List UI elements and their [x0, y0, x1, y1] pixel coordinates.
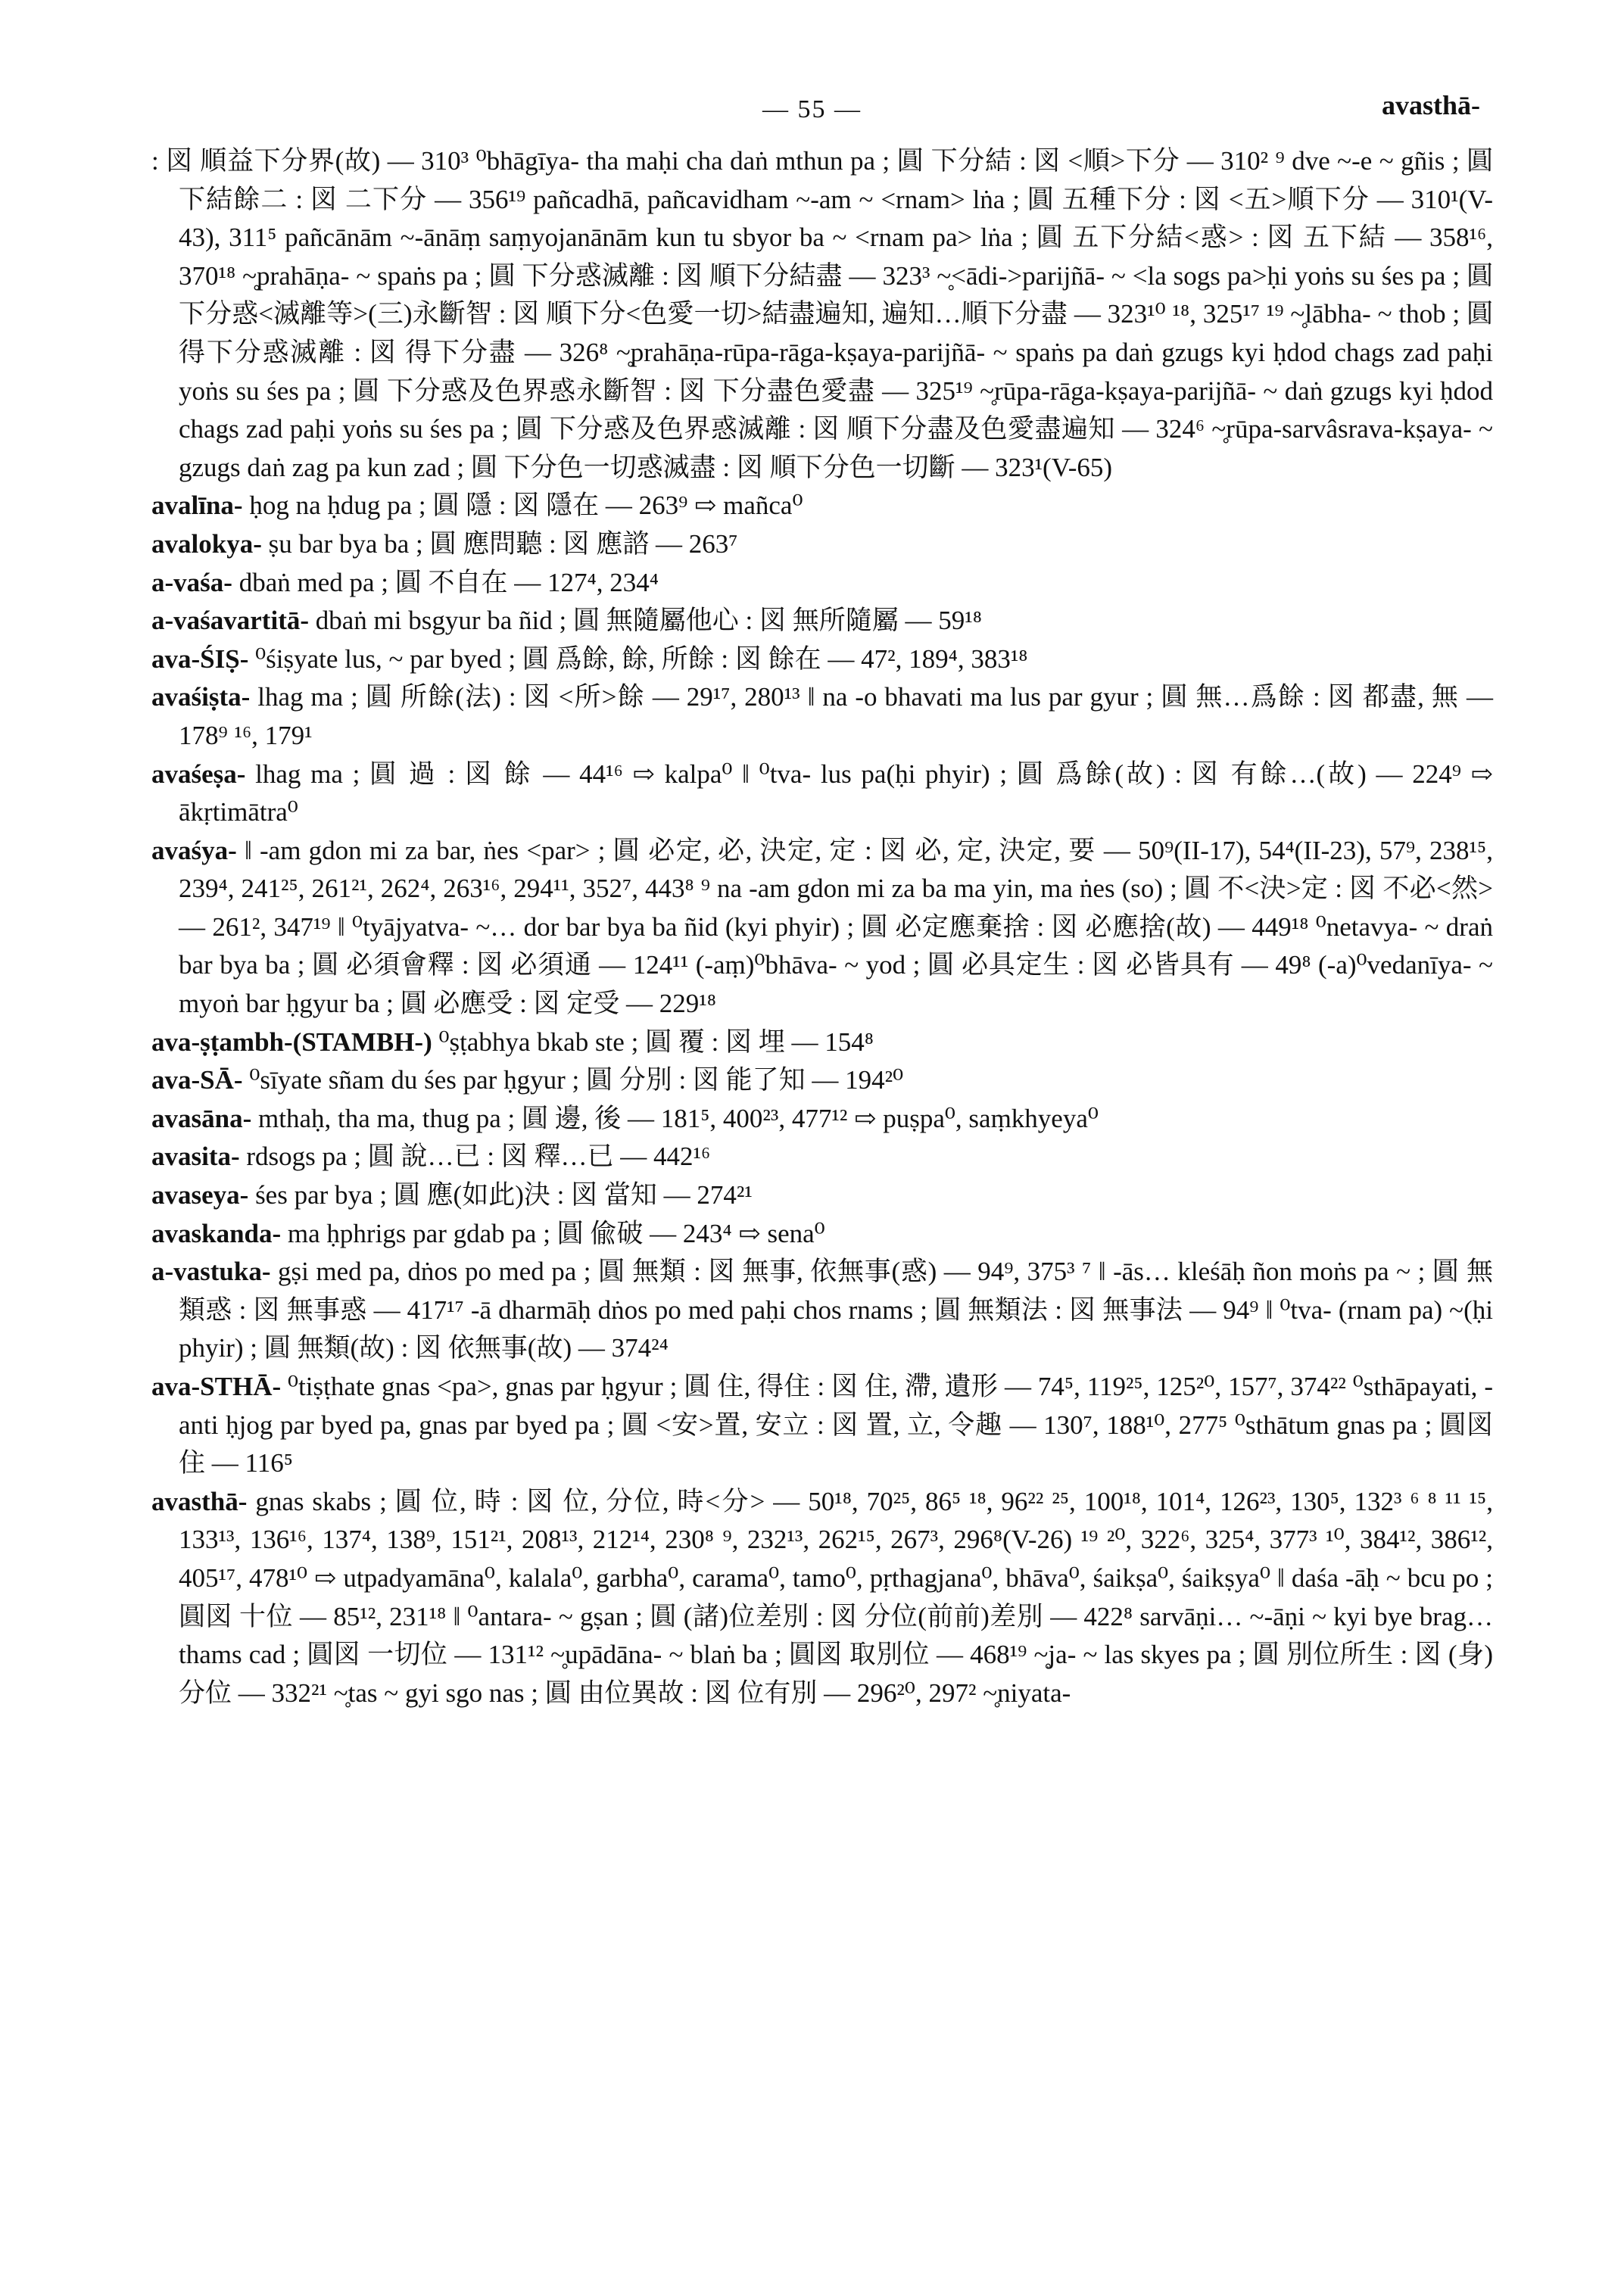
entry-headword: avasita-: [151, 1142, 240, 1172]
entry-text: ‖ -am gdon mi za bar, ṅes <par> ; 圓 必定, 必, 決定, 定 : 図 必, 定, 決定, 要 — 50⁹(II-17), 54⁴(II-23), 57⁹, 238¹⁵, 239⁴, 241²⁵, 261²¹, 262⁴, 263¹⁶, 294¹¹, 352⁷, 443⁸ ⁹ na -am gdon mi za ba ma yin, ma ṅes (so) ; 圓 不<決>定 : 図 不必<然> — 261², 347¹⁹ ‖ ⁰tyājyatva- ~… dor bar bya ba ñid (kyi phyir) ; 圓 必定應棄捨 : 図 必應捨(故) — 449¹⁸ ⁰netavya- ~ draṅ bar bya ba ; 圓 必須會釋 : 図 必須通 — 124¹¹ (-aṃ)⁰bhāva- ~ yod ; 圓 必具定生 : 図 必皆具有 — 49⁸ (-a)⁰vedanīya- ~ myoṅ bar ḥgyur ba ; 圓 必應受 : 図 定受 — 229¹⁸: [179, 835, 1493, 1019]
entry-headword: avasāna-: [151, 1103, 252, 1133]
entry-text: lhag ma ; 圓 過 : 図 餘 — 44¹⁶ ⇨ kalpa⁰ ‖ ⁰tva- lus pa(ḥi phyir) ; 圓 爲餘(故) : 図 有餘…(故) — 224⁹ ⇨ ākṛtimātra⁰: [179, 759, 1493, 827]
entry-text: rdsogs pa ; 圓 說…已 : 図 釋…已 — 442¹⁶: [246, 1142, 711, 1172]
entry-avaskanda: [151, 1215, 1493, 1254]
entry-ava-stambh: [151, 1023, 1493, 1062]
entry-a-vastuka: [151, 1253, 1493, 1368]
running-head: avasthā-: [1381, 90, 1480, 120]
entry-text: ṣu bar bya ba ; 圓 應問聽 : 図 應諮 — 263⁷: [268, 528, 738, 559]
entry-avastha: [151, 1483, 1493, 1713]
entry-avalina: [151, 487, 1493, 525]
entry-headword: avaseya-: [151, 1180, 249, 1210]
entry-text: ⁰tiṣṭhate gnas <pa>, gnas par ḥgyur ; 圓 住, 得住 : 図 住, 滯, 遺形 — 74⁵, 119²⁵, 125²⁰, 157⁷, 374²² ⁰sthāpayati, -anti ḥjog par byed pa, gnas par byed pa ; 圓 <安>置, 安立 : 図 置, 立, 令趣 — 130⁷, 188¹⁰, 277⁵ ⁰sthātum gnas pa ; 圓図 住 — 116⁵: [179, 1372, 1493, 1478]
entry-headword: ava-ŚIṢ-: [151, 643, 249, 674]
entry-a-vasa: [151, 564, 1493, 603]
entry-avaseya: [151, 1176, 1493, 1215]
entry-avalokya: [151, 525, 1493, 564]
entry-ava-sa: [151, 1061, 1493, 1100]
entry-headword: avaskanda-: [151, 1218, 282, 1248]
entry-headword: ava-STHĀ-: [151, 1372, 282, 1401]
entry-avasita: [151, 1138, 1493, 1176]
entry-headword: avaśya-: [151, 835, 237, 865]
entry-headword: a-vaśavartitā-: [151, 606, 310, 636]
entry-avasana: [151, 1100, 1493, 1139]
entry-headword: ava-ṣṭambh-(STAMBH-): [151, 1027, 432, 1057]
entry-text: lhag ma ; 圓 所餘(法) : 図 <所>餘 — 29¹⁷, 280¹³ ‖ na -o bhavati ma lus par gyur ; 圓 無…爲餘 : 図 都盡, 無 — 178⁹ ¹⁶, 179¹: [179, 682, 1493, 750]
entry-text: mthaḥ, tha ma, thug pa ; 圓 邊, 後 — 181⁵, 400²³, 477¹² ⇨ puṣpa⁰, saṃkhyeya⁰: [258, 1103, 1099, 1133]
entry-ava-sis: [151, 640, 1493, 679]
entry-text: ⁰śiṣyate lus, ~ par byed ; 圓 爲餘, 餘, 所餘 : 図 餘在 — 47², 189⁴, 383¹⁸: [255, 643, 1028, 674]
entry-headword: a-vaśa-: [151, 567, 232, 597]
entry-headword: a-vastuka-: [151, 1257, 271, 1287]
entry-text: śes par bya ; 圓 應(如此)決 : 図 當知 — 274²¹: [255, 1180, 753, 1210]
entry-avasesa: [151, 756, 1493, 832]
entry-avasista: [151, 678, 1493, 755]
entry-text: : 図 順益下分界(故) — 310³ ⁰bhāgīya- tha maḥi cha daṅ mthun pa ; 圓 下分結 : 図 <順>下分 — 310² ⁹ dve ~-e ~ gñis ; 圓 下結餘二 : 図 二下分 — 356¹⁹ pañcadhā, pañcavidham ~-am ~ <rnam> lṅa ; 圓 五種下分 : 図 <五>順下分 — 310¹(V-43), 311⁵ pañcānām ~-ānāṃ saṃyojanānām kun tu sbyor ba ~ <rnam pa> lṅa ; 圓 五下分結<惑> : 図 五下結 — 358¹⁶, 370¹⁸ ~̥prahāṇa- ~ spaṅs pa ; 圓 下分惑滅離 : 図 順下分結盡 — 323³ ~̥<ādi->parijñā- ~ <la sogs pa>ḥi yoṅs su śes pa ; 圓 下分惑<滅離等>(三)永斷智 : 図 順下分<色愛一切>結盡遍知, 遍知…順下分盡 — 323¹⁰ ¹⁸, 325¹⁷ ¹⁹ ~̥lābha- ~ thob ; 圓 得下分惑滅離 : 図 得下分盡 — 326⁸ ~̥prahāṇa-rūpa-rāga-kṣaya-parijñā- ~ spaṅs pa daṅ gzugs kyi ḥdod chags zad paḥi yoṅs su śes pa ; 圓 下分惑及色界惑永斷智 : 図 下分盡色愛盡 — 325¹⁹ ~̥rūpa-rāga-kṣaya-parijñā- ~ daṅ gzugs kyi ḥdod chags zad paḥi yoṅs su śes pa ; 圓 下分惑及色界惑滅離 : 図 順下分盡及色愛盡遍知 — 324⁶ ~̥rūpa-sarvâsrava-kṣaya- ~ gzugs daṅ zag pa kun zad ; 圓 下分色一切惑滅盡 : 図 順下分色一切斷 — 323¹(V-65): [151, 146, 1493, 482]
entry-headword: avalokya-: [151, 528, 262, 559]
entry-text: ⁰ṣṭabhya bkab ste ; 圓 覆 : 図 埋 — 154⁸: [438, 1027, 874, 1057]
entry-a-vasavartita: [151, 602, 1493, 640]
entry-text: gnas skabs ; 圓 位, 時 : 図 位, 分位, 時<分> — 50¹⁸, 70²⁵, 86⁵ ¹⁸, 96²² ²⁵, 100¹⁸, 101⁴, 126²³, 130⁵, 132³ ⁶ ⁸ ¹¹ ¹⁵, 133¹³, 136¹⁶, 137⁴, 138⁹, 151²¹, 208¹³, 212¹⁴, 230⁸ ⁹, 232¹³, 262¹⁵, 267³, 296⁸(V-26) ¹⁹ ²⁰, 322⁶, 325⁴, 377³ ¹⁰, 384¹², 386¹², 405¹⁷, 478¹⁰ ⇨ utpadyamāna⁰, kalala⁰, garbha⁰, carama⁰, tamo⁰, pṛthagjana⁰, bhāva⁰, śaikṣa⁰, śaikṣya⁰ ‖ daśa -āḥ ~ bcu po ; 圓図 十位 — 85¹², 231¹⁸ ‖ ⁰antara- ~ gṣan ; 圓 (諸)位差別 : 図 分位(前前)差別 — 422⁸ sarvāṇi… ~-āṇi ~ kyi bye brag… thams cad ; 圓図 一切位 — 131¹² ~̥upādāna- ~ blaṅ ba ; 圓図 取別位 — 468¹⁹ ~̥ja- ~ las skyes pa ; 圓 別位所生 : 図 (身)分位 — 332²¹ ~̥tas ~ gyi sgo nas ; 圓 由位異故 : 図 位有別 — 296²⁰, 297² ~̥niyata-: [179, 1486, 1493, 1708]
entry-headword: ava-SĀ-: [151, 1065, 243, 1095]
entry-avasya: [151, 832, 1493, 1023]
entry-text: dbaṅ med pa ; 圓 不自在 — 127⁴, 234⁴: [238, 567, 659, 597]
entry-ava-stha: [151, 1368, 1493, 1483]
entry-text: dbaṅ mi bsgyur ba ñid ; 圓 無隨屬他心 : 図 無所隨屬 — 59¹⁸: [315, 606, 982, 636]
entry-text: ḥog na ḥdug pa ; 圓 隱 : 図 隱在 — 263⁹ ⇨ mañca⁰: [249, 491, 803, 521]
entry-headword: avasthā-: [151, 1486, 248, 1516]
page-number: — 55 —: [762, 95, 862, 123]
dictionary-body: [151, 142, 1493, 1712]
entry-text: ⁰sīyate sñam du śes par ḥgyur ; 圓 分別 : 図 能了知 — 194²⁰: [249, 1065, 904, 1095]
entry-headword: avaśeṣa-: [151, 759, 246, 789]
entry-headword: avalīna-: [151, 491, 243, 521]
entry-text: ma ḥphrigs par gdab pa ; 圓 偸破 — 243⁴ ⇨ sena⁰: [287, 1218, 825, 1248]
entry-continuation: [151, 142, 1493, 487]
entry-text: gṣi med pa, dṅos po med pa ; 圓 無類 : 図 無事, 依無事(惑) — 94⁹, 375³ ⁷ ‖ -ās… kleśāḥ ñon moṅs pa ~ ; 圓 無類惑 : 図 無事惑 — 417¹⁷ -ā dharmāḥ dṅos po med paḥi chos rnams ; 圓 無類法 : 図 無事法 — 94⁹ ‖ ⁰tva- (rnam pa) ~(ḥi phyir) ; 圓 無類(故) : 図 依無事(故) — 374²⁴: [179, 1257, 1494, 1363]
entry-headword: avaśiṣta-: [151, 682, 251, 712]
